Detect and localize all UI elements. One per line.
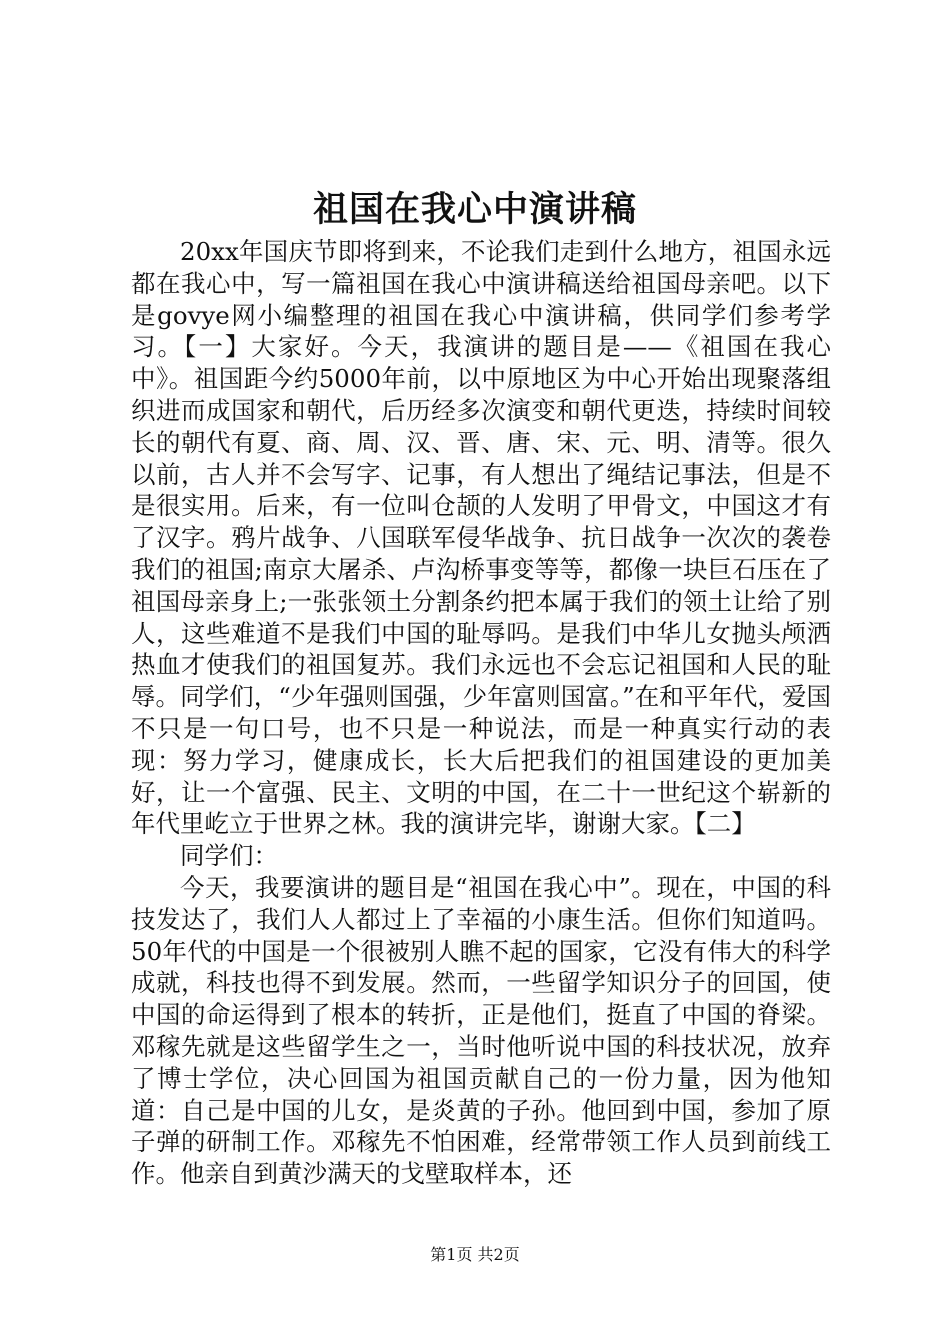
document-title: 祖国在我心中演讲稿	[312, 189, 637, 230]
page-number-footer: 第1页 共2页	[430, 1245, 520, 1264]
document-body	[131, 236, 831, 1190]
paragraph: 今天，我要演讲的题目是“祖国在我心中”。现在，中国的科技发达了，我们人人都过上了幸福的小康生活。但你们知道吗。50年代的中国是一个很被别人瞧不起的国家，它没有伟大的科学成就，科技也得不到发展。然而，一些留学知识分子的回国，使中国的命运得到了根本的转折，正是他们，挺直了中国的脊梁。邓稼先就是这些留学生之一，当时他听说中国的科技状况，放弃了博士学位，决心回国为祖国贡献自己的一份力量，因为他知道：自己是中国的儿女，是炎黄的子孙。他回到中国，参加了原子弹的研制工作。邓稼先不怕困难，经常带领工作人员到前线工作。他亲自到黄沙满天的戈壁取样本，还	[131, 872, 831, 1189]
paragraph: 同学们：	[180, 841, 278, 871]
paragraph: 20xx年国庆节即将到来，不论我们走到什么地方，祖国永远都在我心中，写一篇祖国在我心中演讲稿送给祖国母亲吧。以下是govye网小编整理的祖国在我心中演讲稿，供同学们参考学习。【一】大家好。今天，我演讲的题目是——《祖国在我心中》。祖国距今约5000年前，以中原地区为中心开始出现聚落组织进而成国家和朝代，后历经多次演变和朝代更迭，持续时间较长的朝代有夏、商、周、汉、晋、唐、宋、元、明、清等。很久以前，古人并不会写字、记事，有人想出了绳结记事法，但是不是很实用。后来，有一位叫仓颉的人发明了甲骨文，中国这才有了汉字。鸦片战争、八国联军侵华战争、抗日战争一次次的袭卷我们的祖国;南京大屠杀、卢沟桥事变等等，都像一块巨石压在了祖国母亲身上;一张张领土分割条约把本属于我们的领土让给了别人，这些难道不是我们中国的耻辱吗。是我们中华儿女抛头颅洒热血才使我们的祖国复苏。我们永远也不会忘记祖国和人民的耻辱。同学们，“少年强则国强，少年富则国富。”在和平年代，爱国不只是一句口号，也不只是一种说法，而是一种真实行动的表现：努力学习，健康成长，长大后把我们的祖国建设的更加美好，让一个富强、民主、文明的中国，在二十一世纪这个崭新的年代里屹立于世界之林。我的演讲完毕，谢谢大家。【二】	[131, 237, 831, 839]
